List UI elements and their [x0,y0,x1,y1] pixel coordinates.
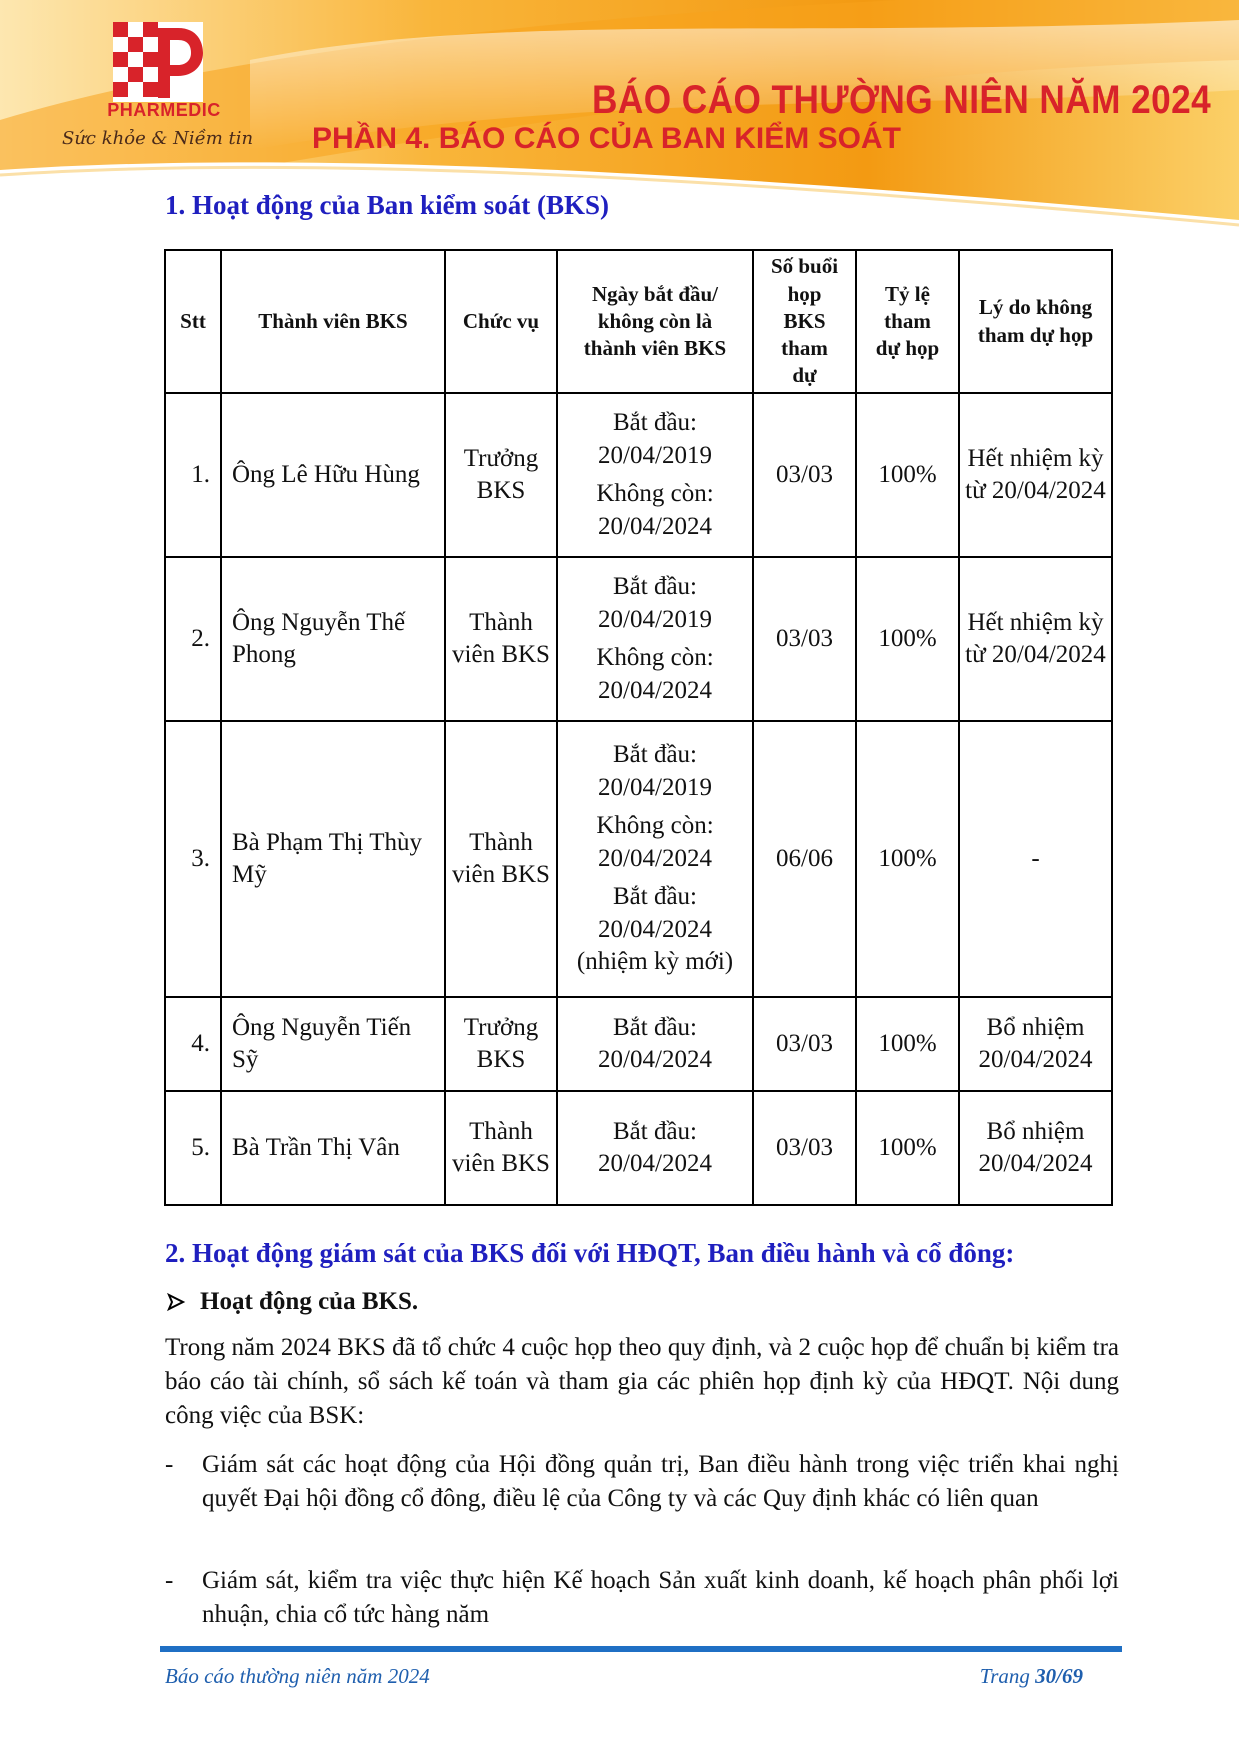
header-reason: Lý do không tham dự họp [959,250,1112,393]
row-meetings: 03/03 [753,997,856,1091]
row-member-name: Ông Lê Hữu Hùng [221,393,445,557]
row-meetings: 03/03 [753,557,856,721]
part-title: PHẦN 4. BÁO CÁO CỦA BAN KIỂM SOÁT [312,122,901,155]
table-row [165,393,1112,557]
row-position: Trưởng BKS [445,393,557,557]
header-position: Chức vụ [445,250,557,393]
footer-page-number: Trang 30/69 [979,1664,1083,1688]
section-1-title: 1. Hoạt động của Ban kiểm soát (BKS) [165,190,610,220]
row-member-name: Bà Phạm Thị Thùy Mỹ [221,721,445,997]
section-2-title: 2. Hoạt động giám sát của BKS đối với HĐQT, Ban điều hành và cổ đông: [165,1238,1015,1268]
row-position: Thành viên BKS [445,1091,557,1205]
row-stt: 5. [165,1091,221,1205]
company-slogan: Sức khỏe & Niềm tin [62,128,254,149]
row-stt: 1. [165,393,221,557]
table-header-row [165,250,1112,393]
list-item [165,1564,1119,1632]
bullet-heading [166,1288,418,1316]
table-row [165,557,1112,721]
report-title: BÁO CÁO THƯỜNG NIÊN NĂM 2024 [592,78,1212,122]
row-dates: Bắt đầu: 20/04/2019 Không còn: 20/04/2024 [557,557,753,721]
bullet-heading-text: Hoạt động của BKS. [200,1288,419,1315]
header-rate: Tỷ lệ tham dự họp [856,250,959,393]
row-reason: Hết nhiệm kỳ từ 20/04/2024 [959,557,1112,721]
row-reason: Hết nhiệm kỳ từ 20/04/2024 [959,393,1112,557]
header-stt: Stt [165,250,221,393]
row-rate: 100% [856,393,959,557]
row-dates: Bắt đầu: 20/04/2019 Không còn: 20/04/2024 [557,393,753,557]
row-reason: Bổ nhiệm 20/04/2024 [959,997,1112,1091]
header-meetings: Số buổi họp BKS tham dự [753,250,856,393]
row-meetings: 06/06 [753,721,856,997]
table-row [165,1091,1112,1205]
table-row [165,721,1112,997]
row-dates: Bắt đầu: 20/04/2024 [557,1091,753,1205]
header-dates: Ngày bắt đầu/ không còn là thành viên BKS [557,250,753,393]
row-member-name: Ông Nguyễn Thế Phong [221,557,445,721]
row-position: Thành viên BKS [445,721,557,997]
row-stt: 2. [165,557,221,721]
row-reason: Bổ nhiệm 20/04/2024 [959,1091,1112,1205]
list-item-text: Giám sát các hoạt động của Hội đồng quản trị, Ban điều hành trong việc triển khai nghị quyết Đại hội đồng cổ đông, điều lệ của Công ty và các Quy định khác có liên quan [202,1451,1119,1512]
pharmedic-logo-icon [108,18,208,106]
row-reason: - [959,721,1112,997]
table-row [165,997,1112,1091]
company-name: PHARMEDIC [107,100,221,120]
section-2-paragraph: Trong năm 2024 BKS đã tổ chức 4 cuộc họp theo quy định, và 2 cuộc họp để chuẩn bị kiểm tra báo cáo tài chính, sổ sách kế toán và tham gia các phiên họp định kỳ của HĐQT. Nội dung công việc của BSK: [165,1334,1119,1429]
arrow-bullet-icon [166,1292,186,1312]
list-item [165,1448,1119,1516]
row-rate: 100% [856,721,959,997]
footer-divider [160,1646,1122,1652]
header-member: Thành viên BKS [221,250,445,393]
row-rate: 100% [856,557,959,721]
row-position: Trưởng BKS [445,997,557,1091]
row-meetings: 03/03 [753,393,856,557]
row-dates: Bắt đầu: 20/04/2019 Không còn: 20/04/2024 Bắt đầu: 20/04/2024 (nhiệm kỳ mới) [557,721,753,997]
row-meetings: 03/03 [753,1091,856,1205]
list-dash: - [165,1451,174,1478]
footer-report-name: Báo cáo thường niên năm 2024 [165,1664,430,1688]
row-stt: 4. [165,997,221,1091]
list-dash: - [165,1567,174,1594]
list-item-text: Giám sát, kiểm tra việc thực hiện Kế hoạch Sản xuất kinh doanh, kế hoạch phân phối lợi nhuận, chia cổ tức hàng năm [202,1567,1119,1628]
row-member-name: Ông Nguyễn Tiến Sỹ [221,997,445,1091]
row-dates: Bắt đầu: 20/04/2024 [557,997,753,1091]
bks-activity-table [164,249,1113,1206]
row-rate: 100% [856,1091,959,1205]
row-position: Thành viên BKS [445,557,557,721]
row-stt: 3. [165,721,221,997]
row-rate: 100% [856,997,959,1091]
row-member-name: Bà Trần Thị Vân [221,1091,445,1205]
